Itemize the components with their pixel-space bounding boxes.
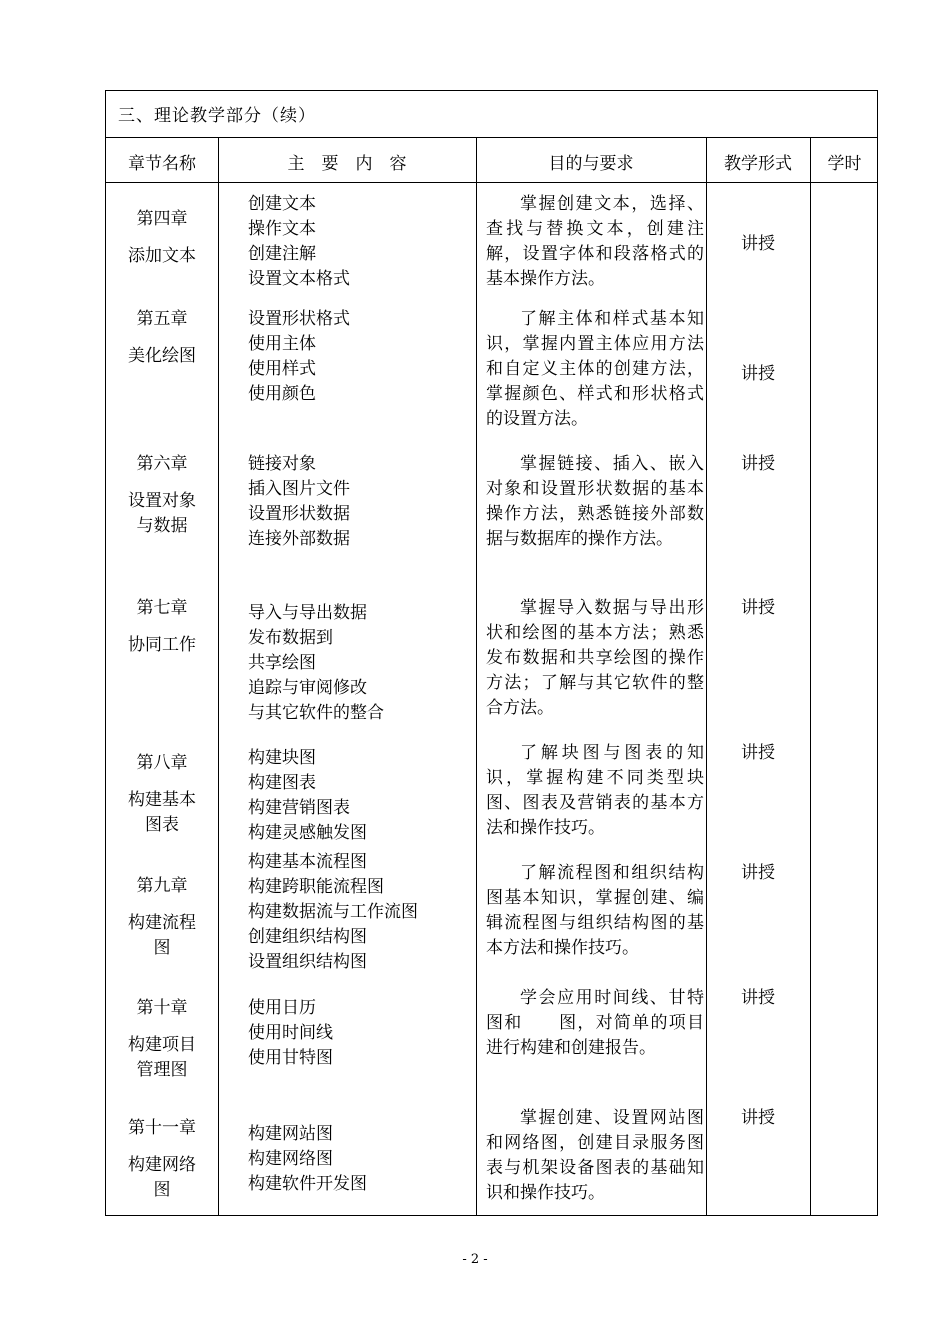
chapter-number: 第六章 bbox=[136, 454, 188, 474]
table-row-goal: 了解主体和样式基本知识，掌握内置主体应用方法和自定义主体的创建方法，掌握颜色、样式和形状格式的设置方法。 bbox=[486, 309, 704, 429]
header-chapter: 章节名称 bbox=[128, 154, 196, 174]
content-item: 使用时间线 bbox=[248, 1023, 333, 1043]
syllabus-table bbox=[105, 90, 878, 1216]
content-item: 构建数据流与工作流图 bbox=[248, 902, 418, 922]
chapter-number: 第四章 bbox=[136, 209, 188, 229]
chapter-name: 构建流程图 bbox=[128, 913, 196, 958]
chapter-number: 第十一章 bbox=[128, 1118, 196, 1138]
table-row-form: 讲授 bbox=[741, 364, 775, 384]
table-row-chapter bbox=[106, 1116, 218, 1203]
table-row-content bbox=[248, 452, 350, 552]
table-row-form: 讲授 bbox=[741, 988, 775, 1008]
content-item: 使用颜色 bbox=[248, 384, 316, 404]
content-item: 使用主体 bbox=[248, 334, 316, 354]
content-item: 使用样式 bbox=[248, 359, 316, 379]
content-item: 构建灵感触发图 bbox=[248, 823, 367, 843]
table-row-chapter bbox=[106, 207, 218, 269]
column-divider bbox=[810, 137, 811, 1215]
chapter-number: 第五章 bbox=[136, 309, 188, 329]
table-row-goal: 了解流程图和组织结构图基本知识，掌握创建、编辑流程图与组织结构图的基本方法和操作技巧。 bbox=[486, 863, 704, 958]
table-row-form: 讲授 bbox=[741, 234, 775, 254]
chapter-name: 构建网络图 bbox=[128, 1155, 196, 1200]
content-item: 插入图片文件 bbox=[248, 479, 350, 499]
table-row-content bbox=[248, 1122, 367, 1197]
table-row-chapter bbox=[106, 307, 218, 369]
table-row-chapter bbox=[106, 452, 218, 539]
content-item: 构建跨职能流程图 bbox=[248, 877, 384, 897]
content-item: 设置形状数据 bbox=[248, 504, 350, 524]
content-item: 构建图表 bbox=[248, 773, 316, 793]
content-item: 创建文本 bbox=[248, 194, 316, 214]
chapter-name: 设置对象与数据 bbox=[128, 491, 196, 536]
content-item: 构建块图 bbox=[248, 748, 316, 768]
content-item: 追踪与审阅修改 bbox=[248, 678, 367, 698]
table-row-form: 讲授 bbox=[741, 454, 775, 474]
chapter-number: 第十章 bbox=[136, 998, 188, 1018]
table-row-goal: 掌握链接、插入、嵌入对象和设置形状数据的基本操作方法，熟悉链接外部数据与数据库的操作方法。 bbox=[486, 454, 704, 549]
chapter-name: 添加文本 bbox=[128, 246, 196, 266]
chapter-number: 第九章 bbox=[136, 876, 188, 896]
section-title: 三、理论教学部分（续） bbox=[118, 106, 316, 126]
table-row-content bbox=[248, 601, 384, 726]
content-item: 共享绘图 bbox=[248, 653, 316, 673]
column-divider bbox=[218, 137, 219, 1215]
column-divider bbox=[706, 137, 707, 1215]
chapter-number: 第八章 bbox=[136, 753, 188, 773]
content-item: 使用日历 bbox=[248, 998, 316, 1018]
content-item: 创建注解 bbox=[248, 244, 316, 264]
table-row-goal: 掌握创建、设置网站图和网络图，创建目录服务图表与机架设备图表的基础知识和操作技巧。 bbox=[486, 1108, 704, 1203]
content-item: 构建基本流程图 bbox=[248, 852, 367, 872]
table-row-form: 讲授 bbox=[741, 598, 775, 618]
table-row-goal: 掌握导入数据与导出形状和绘图的基本方法；熟悉发布数据和共享绘图的操作方法；了解与其它软件的整合方法。 bbox=[486, 598, 704, 718]
column-divider bbox=[476, 137, 477, 1215]
chapter-name: 美化绘图 bbox=[128, 346, 196, 366]
content-item: 发布数据到 bbox=[248, 628, 333, 648]
chapter-name: 协同工作 bbox=[128, 635, 196, 655]
table-row-chapter bbox=[106, 874, 218, 961]
table-row-chapter bbox=[106, 751, 218, 838]
table-row-chapter bbox=[106, 996, 218, 1083]
table-row-goal: 学会应用时间线、甘特图和 图，对简单的项目进行构建和创建报告。 bbox=[486, 988, 704, 1058]
table-row-content bbox=[248, 192, 350, 292]
chapter-number: 第七章 bbox=[136, 598, 188, 618]
content-item: 使用甘特图 bbox=[248, 1048, 333, 1068]
content-item: 构建软件开发图 bbox=[248, 1174, 367, 1194]
table-row-content bbox=[248, 996, 333, 1071]
header-form: 教学形式 bbox=[724, 154, 792, 174]
content-item: 与其它软件的整合 bbox=[248, 703, 384, 723]
content-item: 操作文本 bbox=[248, 219, 316, 239]
table-row-goal: 了解块图与图表的知识，掌握构建不同类型块图、图表及营销表的基本方法和操作技巧。 bbox=[486, 743, 704, 838]
header-top-rule bbox=[106, 137, 877, 138]
content-item: 构建网络图 bbox=[248, 1149, 333, 1169]
content-item: 构建网站图 bbox=[248, 1124, 333, 1144]
content-item: 导入与导出数据 bbox=[248, 603, 367, 623]
chapter-name: 构建项目管理图 bbox=[128, 1035, 196, 1080]
table-row-form: 讲授 bbox=[741, 863, 775, 883]
content-item: 设置文本格式 bbox=[248, 269, 350, 289]
header-content: 主 要 内 容 bbox=[287, 154, 407, 174]
content-item: 链接对象 bbox=[248, 454, 316, 474]
content-item: 设置组织结构图 bbox=[248, 952, 367, 972]
table-row-content bbox=[248, 746, 367, 846]
chapter-name: 构建基本图表 bbox=[128, 790, 196, 835]
table-row-content bbox=[248, 307, 350, 407]
table-row-form: 讲授 bbox=[741, 1108, 775, 1128]
content-item: 设置形状格式 bbox=[248, 309, 350, 329]
header-hours: 学时 bbox=[827, 154, 862, 174]
content-item: 创建组织结构图 bbox=[248, 927, 367, 947]
header-goal: 目的与要求 bbox=[548, 154, 634, 174]
page-number: - 2 - bbox=[462, 1252, 488, 1267]
table-row-goal: 掌握创建文本，选择、查找与替换文本，创建注解，设置字体和段落格式的基本操作方法。 bbox=[486, 194, 704, 289]
table-row-content bbox=[248, 850, 418, 975]
table-row-form: 讲授 bbox=[741, 743, 775, 763]
header-bottom-rule bbox=[106, 182, 877, 183]
content-item: 构建营销图表 bbox=[248, 798, 350, 818]
content-item: 连接外部数据 bbox=[248, 529, 350, 549]
table-row-chapter bbox=[106, 596, 218, 658]
